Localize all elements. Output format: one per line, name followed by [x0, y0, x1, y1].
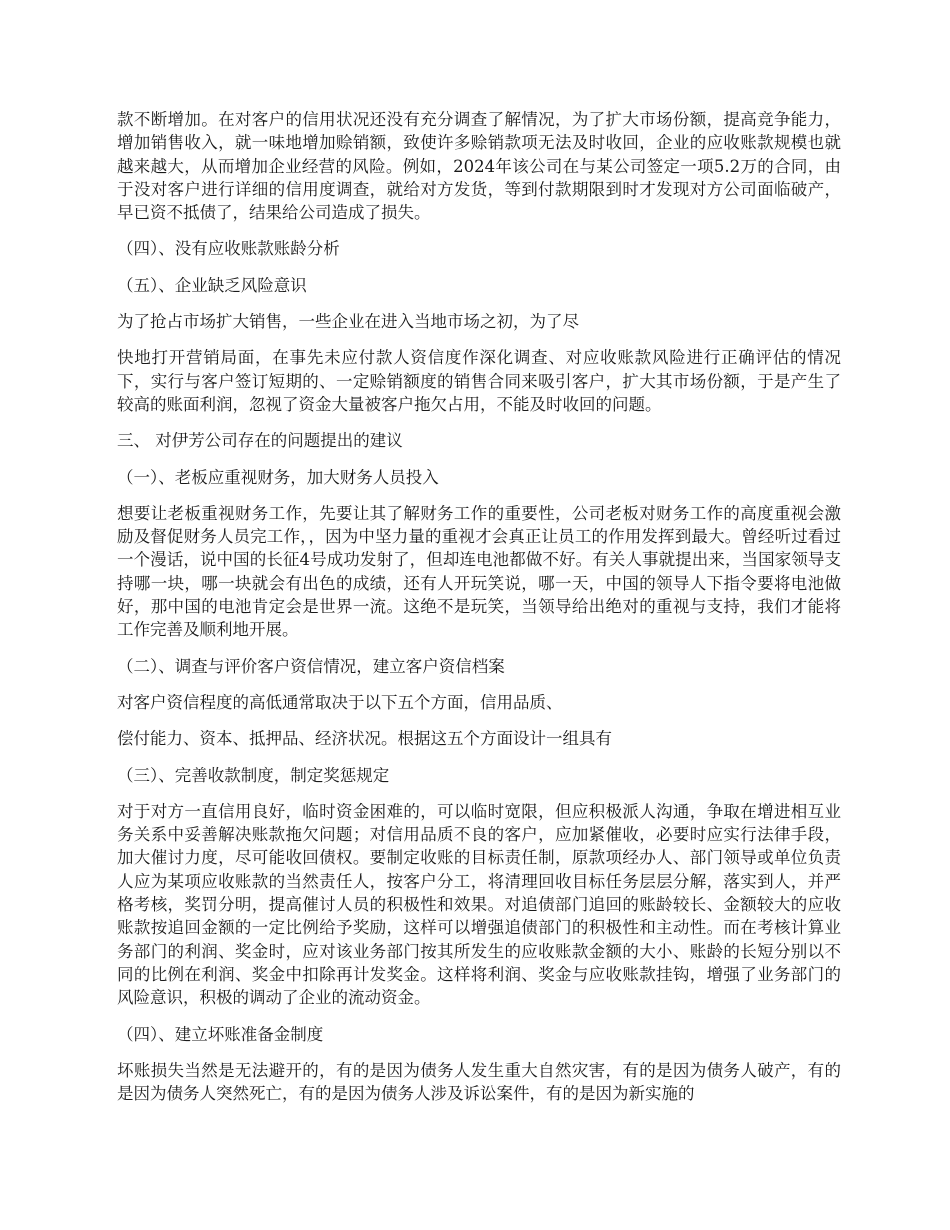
body-paragraph: 快地打开营销局面，在事先未应付款人资信度作深化调查、对应收账款风险进行正确评估的情况下，实行与客户签订短期的、一定赊销额度的销售合同来吸引客户，扩大其市场份额，于是产生了较高的账面利润，忽视了资金大量被客户拖欠占用，不能及时收回的问题。: [117, 348, 841, 414]
section-heading: （四）、建立坏账准备金制度: [117, 1024, 324, 1044]
body-paragraph: 对客户资信程度的高低通常取决于以下五个方面，信用品质、: [117, 692, 563, 712]
body-paragraph: 想要让老板重视财务工作，先要让其了解财务工作的重要性，公司老板对财务工作的高度重视会激励及督促财务人员完工作，，因为中坚力量的重视才会真正让员工的作用发挥到最大。曾经听过看过一个漫话，说中国的长征4号成功发射了，但却连电池都做不好。有关人事就提出来，当国家领导支持哪一块，哪一块就会有出色的成绩，还有人开玩笑说，哪一天，中国的领导人下指令要将电池做好，那中国的电池肯定会是世界一流。这绝不是玩笑，当领导给出绝对的重视与支持，我们才能将工作完善及顺利地开展。: [117, 503, 841, 640]
chapter-heading: 三、 对伊芳公司存在的问题提出的建议: [117, 431, 403, 451]
body-paragraph: 对于对方一直信用良好，临时资金困难的，可以临时宽限，但应积极派人沟通，争取在增进相互业务关系中妥善解决账款拖欠问题；对信用品质不良的客户，应加紧催收，必要时应实行法律手段，加大催讨力度，尽可能收回债权。要制定收账的目标责任制，原款项经办人、部门领导或单位负责人应为某项应收账款的当然责任人，按客户分工，将清理回收目标任务层层分解，落实到人，并严格考核，奖罚分明，提高催讨人员的积极性和效果。对追债部门追回的账龄较长、金额较大的应收账款按追回金额的一定比例给予奖励，这样可以增强追债部门的积极性和主动性。而在考核计算业务部门的利润、奖金时，应对该业务部门按其所发生的应收账款金额的大小、账龄的长短分别以不同的比例在利润、奖金中扣除再计发奖金。这样将利润、奖金与应收账款挂钩，增强了业务部门的风险意识，积极的调动了企业的流动资金。: [117, 801, 841, 1008]
section-heading: （四）、没有应收账款账龄分析: [117, 239, 340, 259]
section-heading: （三）、完善收款制度，制定奖惩规定: [117, 765, 390, 785]
section-heading: （二）、调查与评价客户资信情况，建立客户资信档案: [117, 656, 505, 676]
body-paragraph: 为了抢占市场扩大销售，一些企业在进入当地市场之初，为了尽: [117, 312, 579, 332]
body-paragraph: 款不断增加。在对客户的信用状况还没有充分调查了解情况，为了扩大市场份额，提高竞争能力，增加销售收入，就一味地增加赊销额，致使许多赊销款项无法及时收回，企业的应收账款规模也就越来越大，从而增加企业经营的风险。例如，2024年该公司在与某公司签定一项5.2万的合同，由于没对客户进行详细的信用度调查，就给对方发货，等到付款期限到时才发现对方公司面临破产，早已资不抵债了，结果给公司造成了损失。: [117, 110, 841, 223]
section-heading: （一）、老板应重视财务，加大财务人员投入: [117, 467, 439, 487]
section-heading: （五）、企业缺乏风险意识: [117, 275, 307, 295]
document-page: [117, 108, 841, 1118]
body-paragraph: 坏账损失当然是无法避开的，有的是因为债务人发生重大自然灾害，有的是因为债务人破产，有的是因为债务人突然死亡，有的是因为债务人涉及诉讼案件，有的是因为新实施的: [117, 1060, 841, 1104]
body-paragraph: 偿付能力、资本、抵押品、经济状况。根据这五个方面设计一组具有: [117, 729, 612, 749]
